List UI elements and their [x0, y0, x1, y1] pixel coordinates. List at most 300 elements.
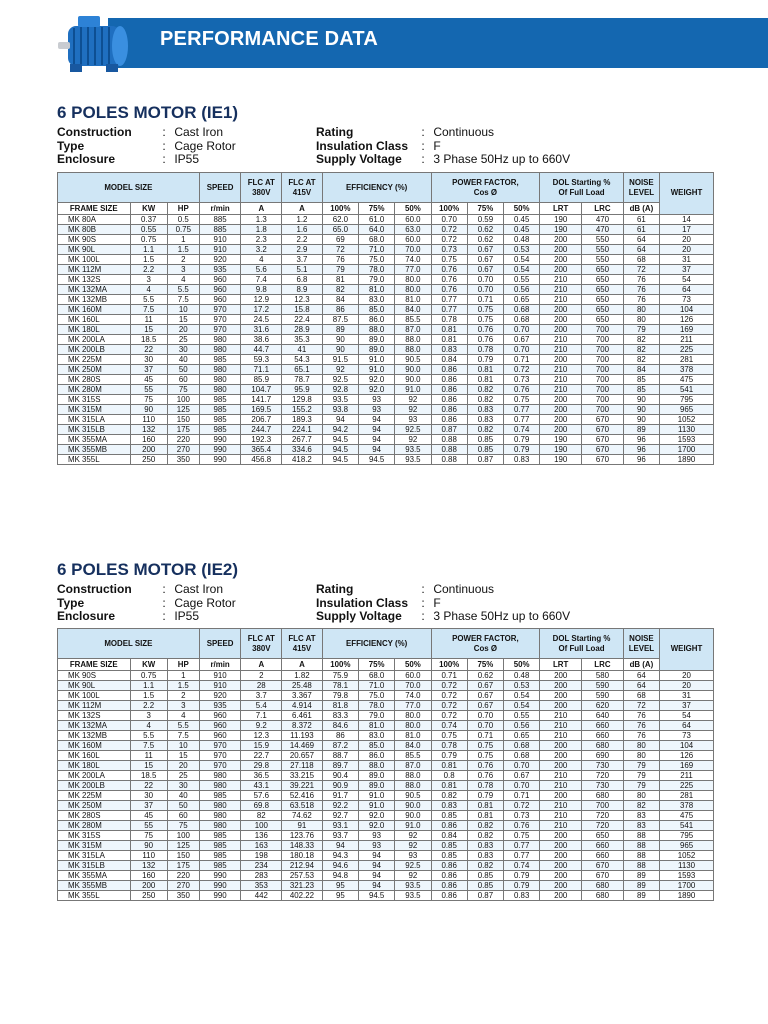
col-header-flc415: FLC AT 415V: [282, 629, 323, 659]
table-cell: 75: [130, 830, 167, 840]
table-cell: 44.7: [241, 344, 282, 354]
table-cell: 78.0: [359, 264, 395, 274]
table-cell: 20.657: [282, 750, 323, 760]
table-cell: 4: [167, 274, 199, 284]
table-cell: 15: [130, 324, 167, 334]
table-cell: 650: [582, 274, 624, 284]
table-cell: 91.0: [395, 820, 431, 830]
table-cell: 94: [359, 850, 395, 860]
table-cell: 132: [130, 424, 167, 434]
table-cell: 94.5: [359, 890, 395, 900]
table-cell: 257.53: [282, 870, 323, 880]
table-cell: 0.45: [504, 224, 540, 234]
table-cell: 985: [199, 414, 241, 424]
table-cell: 985: [199, 840, 241, 850]
spec-value: IP55: [174, 609, 200, 623]
table-row: [58, 214, 714, 224]
table-cell: 94: [359, 424, 395, 434]
table-cell: 83.0: [359, 294, 395, 304]
table-cell: 60.0: [395, 234, 431, 244]
table-cell: 0.84: [431, 830, 467, 840]
table-cell: 650: [582, 304, 624, 314]
table-cell: 200: [540, 880, 582, 890]
table-cell: MK 315S: [58, 394, 131, 404]
table-cell: 3: [167, 264, 199, 274]
col-subheader: A: [282, 659, 323, 671]
table-cell: 82: [623, 334, 659, 344]
performance-table-ie2: [57, 628, 714, 901]
table-cell: 7.4: [241, 274, 282, 284]
table-cell: 83.3: [322, 710, 358, 720]
table-cell: MK 280M: [58, 820, 131, 830]
table-cell: MK 90S: [58, 234, 131, 244]
table-cell: 0.62: [467, 670, 503, 680]
table-cell: 40: [167, 354, 199, 364]
table-cell: 86: [322, 304, 358, 314]
table-cell: 0.70: [467, 284, 503, 294]
table-cell: 0.78: [467, 344, 503, 354]
col-header-speed: SPEED: [199, 173, 241, 203]
table-cell: 64: [660, 284, 714, 294]
table-cell: 0.70: [504, 344, 540, 354]
table-cell: 77.0: [395, 264, 431, 274]
table-cell: 1.3: [241, 214, 282, 224]
table-cell: 960: [199, 274, 241, 284]
table-cell: 1130: [660, 424, 714, 434]
table-cell: 155.2: [282, 404, 323, 414]
table-cell: 0.56: [504, 720, 540, 730]
table-cell: 24.5: [241, 314, 282, 324]
table-cell: 94.8: [322, 870, 358, 880]
table-row: [58, 244, 714, 254]
table-cell: 1052: [660, 414, 714, 424]
table-cell: 54.3: [282, 354, 323, 364]
table-cell: MK 355L: [58, 890, 131, 900]
table-cell: 72: [623, 264, 659, 274]
table-cell: 20: [167, 760, 199, 770]
table-cell: 0.83: [504, 454, 540, 464]
table-cell: 700: [582, 384, 624, 394]
table-cell: 94.2: [322, 424, 358, 434]
col-header-weight: WEIGHT: [660, 173, 714, 215]
table-cell: 55: [130, 384, 167, 394]
table-cell: 550: [582, 234, 624, 244]
table-cell: 57.6: [241, 790, 282, 800]
spec-value: Cage Rotor: [174, 595, 236, 610]
table-cell: 15.9: [241, 740, 282, 750]
col-subheader: FRAME SIZE: [58, 659, 131, 671]
table-cell: 0.79: [431, 750, 467, 760]
table-cell: 200: [540, 850, 582, 860]
table-cell: 30: [130, 790, 167, 800]
table-cell: 93.7: [322, 830, 358, 840]
table-cell: 700: [582, 374, 624, 384]
table-cell: 0.85: [431, 850, 467, 860]
table-cell: 210: [540, 384, 582, 394]
table-cell: 680: [582, 890, 624, 900]
table-cell: 40: [167, 790, 199, 800]
table-cell: 82: [322, 284, 358, 294]
table-cell: 0.83: [431, 800, 467, 810]
table-cell: 22: [130, 780, 167, 790]
table-cell: 0.71: [504, 790, 540, 800]
table-cell: 2.9: [282, 244, 323, 254]
table-cell: MK 315LA: [58, 850, 131, 860]
table-cell: 620: [582, 700, 624, 710]
table-row: [58, 234, 714, 244]
table-cell: 60: [167, 374, 199, 384]
col-subheader: A: [282, 203, 323, 215]
table-cell: 71.1: [241, 364, 282, 374]
spec-value: Cast Iron: [174, 582, 224, 596]
spec-label: Insulation Class: [316, 138, 409, 153]
table-cell: 985: [199, 850, 241, 860]
table-cell: 0.71: [431, 670, 467, 680]
table-cell: 0.76: [431, 264, 467, 274]
table-cell: 87.2: [322, 740, 358, 750]
table-cell: 92.2: [322, 800, 358, 810]
table-cell: 100: [167, 394, 199, 404]
table-cell: 123.76: [282, 830, 323, 840]
table-cell: 250: [130, 890, 167, 900]
table-cell: 80.0: [395, 710, 431, 720]
col-subheader: 50%: [395, 203, 431, 215]
table-cell: MK 355MA: [58, 870, 131, 880]
table-cell: 84: [322, 294, 358, 304]
electric-motor-icon: [54, 12, 142, 80]
table-cell: 80: [623, 740, 659, 750]
table-cell: 79: [623, 770, 659, 780]
table-cell: 0.84: [431, 354, 467, 364]
table-cell: 91.0: [359, 364, 395, 374]
table-cell: 0.88: [431, 434, 467, 444]
table-cell: 1: [167, 234, 199, 244]
table-row: [58, 404, 714, 414]
spec-label: Construction: [57, 582, 132, 596]
table-cell: 37: [130, 800, 167, 810]
table-row: [58, 224, 714, 234]
table-cell: 442: [241, 890, 282, 900]
table-cell: 210: [540, 334, 582, 344]
table-cell: 1.5: [130, 254, 167, 264]
table-cell: 200: [540, 244, 582, 254]
table-cell: 550: [582, 244, 624, 254]
table-cell: 0.87: [467, 890, 503, 900]
table-cell: 125: [167, 840, 199, 850]
table-cell: 885: [199, 214, 241, 224]
table-cell: 9.8: [241, 284, 282, 294]
table-cell: 0.72: [431, 700, 467, 710]
table-cell: 1052: [660, 850, 714, 860]
table-cell: 0.74: [431, 720, 467, 730]
table-cell: 91.5: [322, 354, 358, 364]
table-cell: 0.87: [467, 454, 503, 464]
table-cell: 91.0: [359, 790, 395, 800]
table-cell: 94: [359, 860, 395, 870]
table-cell: 200: [540, 234, 582, 244]
table-cell: 660: [582, 840, 624, 850]
spec-label: Type: [57, 138, 85, 153]
col-subheader: 75%: [359, 203, 395, 215]
table-cell: 210: [540, 820, 582, 830]
table-cell: MK 280S: [58, 374, 131, 384]
col-header-flc380: FLC AT 380V: [241, 629, 282, 659]
table-cell: MK 200LA: [58, 334, 131, 344]
table-cell: 76: [623, 730, 659, 740]
table-cell: 15: [167, 314, 199, 324]
table-cell: 0.81: [467, 810, 503, 820]
spec-label: Rating: [316, 125, 354, 139]
table-cell: 90.0: [395, 800, 431, 810]
table-cell: 0.86: [431, 404, 467, 414]
table-cell: 95.9: [282, 384, 323, 394]
table-cell: 90: [322, 334, 358, 344]
table-cell: 0.72: [431, 680, 467, 690]
table-cell: 1.5: [130, 690, 167, 700]
table-cell: MK 355MB: [58, 880, 131, 890]
table-cell: 85.5: [395, 314, 431, 324]
table-cell: 985: [199, 790, 241, 800]
table-cell: 20: [660, 680, 714, 690]
table-cell: 353: [241, 880, 282, 890]
table-cell: 79.0: [359, 710, 395, 720]
table-cell: 200: [540, 860, 582, 870]
table-cell: 200: [540, 760, 582, 770]
table-cell: 4: [130, 720, 167, 730]
table-cell: 76: [623, 710, 659, 720]
table-cell: 71.0: [359, 244, 395, 254]
table-row: [58, 800, 714, 810]
table-cell: 3.7: [241, 690, 282, 700]
table-cell: 92.0: [359, 384, 395, 394]
table-cell: 0.73: [504, 374, 540, 384]
table-row: [58, 780, 714, 790]
table-cell: 92: [395, 840, 431, 850]
table-cell: 175: [167, 424, 199, 434]
table-cell: 234: [241, 860, 282, 870]
table-cell: 73: [660, 294, 714, 304]
table-cell: 80: [623, 790, 659, 800]
table-cell: 84.0: [395, 740, 431, 750]
table-cell: 0.82: [467, 860, 503, 870]
table-cell: 475: [660, 374, 714, 384]
table-cell: 0.70: [504, 324, 540, 334]
table-cell: 210: [540, 730, 582, 740]
table-cell: 93: [395, 850, 431, 860]
table-cell: 910: [199, 244, 241, 254]
table-cell: 402.22: [282, 890, 323, 900]
col-subheader: 100%: [431, 203, 467, 215]
table-cell: 970: [199, 740, 241, 750]
table-cell: 3.2: [241, 244, 282, 254]
table-cell: 0.83: [467, 840, 503, 850]
table-cell: 700: [582, 394, 624, 404]
table-cell: 0.85: [431, 810, 467, 820]
table-row: [58, 344, 714, 354]
table-cell: 150: [167, 414, 199, 424]
table-cell: 985: [199, 394, 241, 404]
table-cell: 76: [322, 254, 358, 264]
table-cell: 31: [660, 690, 714, 700]
spec-label: Supply Voltage: [316, 152, 402, 166]
table-cell: 61.0: [359, 214, 395, 224]
table-cell: 7.5: [130, 740, 167, 750]
table-cell: 200: [540, 414, 582, 424]
table-cell: 0.72: [431, 234, 467, 244]
table-cell: 94: [322, 840, 358, 850]
table-row: [58, 880, 714, 890]
table-cell: 0.78: [467, 780, 503, 790]
table-cell: 60.0: [395, 670, 431, 680]
table-cell: 37: [660, 700, 714, 710]
table-cell: 91.7: [322, 790, 358, 800]
table-cell: 190: [540, 224, 582, 234]
table-cell: 0.67: [504, 770, 540, 780]
table-cell: 0.75: [431, 254, 467, 264]
table-cell: 89.0: [359, 344, 395, 354]
table-cell: 18.5: [130, 770, 167, 780]
table-cell: 92: [395, 404, 431, 414]
table-cell: 0.83: [504, 890, 540, 900]
table-cell: 90: [130, 404, 167, 414]
spec-value: Cage Rotor: [174, 138, 236, 153]
table-cell: 980: [199, 344, 241, 354]
table-cell: MK 180L: [58, 324, 131, 334]
table-cell: 82: [241, 810, 282, 820]
table-cell: MK 100L: [58, 690, 131, 700]
table-cell: 92: [395, 394, 431, 404]
table-cell: 470: [582, 224, 624, 234]
table-cell: 11: [130, 750, 167, 760]
table-row: [58, 870, 714, 880]
table-cell: 110: [130, 414, 167, 424]
spec-value: F: [433, 595, 441, 610]
table-cell: 378: [660, 364, 714, 374]
table-cell: 96: [623, 454, 659, 464]
table-cell: 90: [623, 404, 659, 414]
table-cell: 11: [130, 314, 167, 324]
table-cell: 31.6: [241, 324, 282, 334]
table-cell: 84: [623, 364, 659, 374]
table-cell: 378: [660, 800, 714, 810]
col-subheader: 75%: [359, 659, 395, 671]
table-cell: 0.82: [467, 424, 503, 434]
table-cell: 110: [130, 850, 167, 860]
col-subheader: LRT: [540, 203, 582, 215]
col-subheader: 100%: [322, 203, 358, 215]
table-cell: 86.0: [359, 314, 395, 324]
table-cell: MK 100L: [58, 254, 131, 264]
table-cell: 6.461: [282, 710, 323, 720]
table-cell: 920: [199, 690, 241, 700]
table-cell: 88: [623, 860, 659, 870]
table-cell: 87.0: [395, 760, 431, 770]
spec-label: Enclosure: [57, 609, 116, 623]
table-cell: 700: [582, 344, 624, 354]
table-cell: 475: [660, 810, 714, 820]
table-cell: 224.1: [282, 424, 323, 434]
table-cell: 36.5: [241, 770, 282, 780]
table-cell: 210: [540, 284, 582, 294]
table-cell: 1.1: [130, 680, 167, 690]
table-cell: 225: [660, 780, 714, 790]
table-cell: 88: [623, 830, 659, 840]
table-cell: 74.0: [395, 254, 431, 264]
table-cell: 50: [167, 800, 199, 810]
table-cell: 76: [623, 720, 659, 730]
table-cell: 935: [199, 700, 241, 710]
table-row: [58, 670, 714, 680]
table-cell: 985: [199, 860, 241, 870]
table-cell: 0.75: [467, 314, 503, 324]
table-cell: 85.0: [359, 740, 395, 750]
table-cell: 283: [241, 870, 282, 880]
table-cell: 169.5: [241, 404, 282, 414]
table-cell: 0.68: [504, 304, 540, 314]
table-cell: 94: [359, 434, 395, 444]
table-cell: 200: [540, 254, 582, 264]
table-cell: 0.53: [504, 680, 540, 690]
col-subheader: HP: [167, 659, 199, 671]
table-cell: 650: [582, 314, 624, 324]
table-cell: 64: [623, 680, 659, 690]
table-cell: 670: [582, 434, 624, 444]
table-cell: 0.55: [130, 224, 167, 234]
table-cell: 334.6: [282, 444, 323, 454]
table-cell: 93.5: [395, 454, 431, 464]
table-cell: 88.7: [322, 750, 358, 760]
table-cell: 200: [540, 394, 582, 404]
table-cell: 0.79: [467, 790, 503, 800]
table-cell: 89: [623, 870, 659, 880]
table-cell: 680: [582, 790, 624, 800]
table-cell: 63.0: [395, 224, 431, 234]
table-cell: 210: [540, 710, 582, 720]
table-cell: 0.54: [504, 700, 540, 710]
table-cell: 79.8: [322, 690, 358, 700]
table-cell: 980: [199, 364, 241, 374]
table-cell: 81.0: [359, 284, 395, 294]
table-cell: 200: [130, 880, 167, 890]
table-cell: 92.0: [359, 820, 395, 830]
table-cell: 5.1: [282, 264, 323, 274]
table-cell: 0.82: [467, 384, 503, 394]
table-cell: 281: [660, 790, 714, 800]
table-row: [58, 860, 714, 870]
table-cell: 0.87: [431, 424, 467, 434]
col-header-dol: DOL Starting % Of Full Load: [540, 629, 624, 659]
table-cell: 85.9: [241, 374, 282, 384]
table-cell: 200: [130, 444, 167, 454]
table-cell: 90.5: [395, 790, 431, 800]
table-cell: MK 160L: [58, 750, 131, 760]
table-cell: 350: [167, 890, 199, 900]
table-cell: 670: [582, 414, 624, 424]
table-cell: MK 90L: [58, 680, 131, 690]
table-cell: 700: [582, 354, 624, 364]
table-cell: 270: [167, 880, 199, 890]
table-cell: 89.0: [359, 780, 395, 790]
table-cell: 75.0: [359, 254, 395, 264]
table-cell: MK 132MA: [58, 720, 131, 730]
table-cell: 78.1: [322, 680, 358, 690]
table-cell: 980: [199, 374, 241, 384]
table-cell: 100: [241, 820, 282, 830]
table-row: [58, 294, 714, 304]
table-cell: 730: [582, 760, 624, 770]
table-cell: MK 355L: [58, 454, 131, 464]
table-cell: 0.79: [504, 870, 540, 880]
